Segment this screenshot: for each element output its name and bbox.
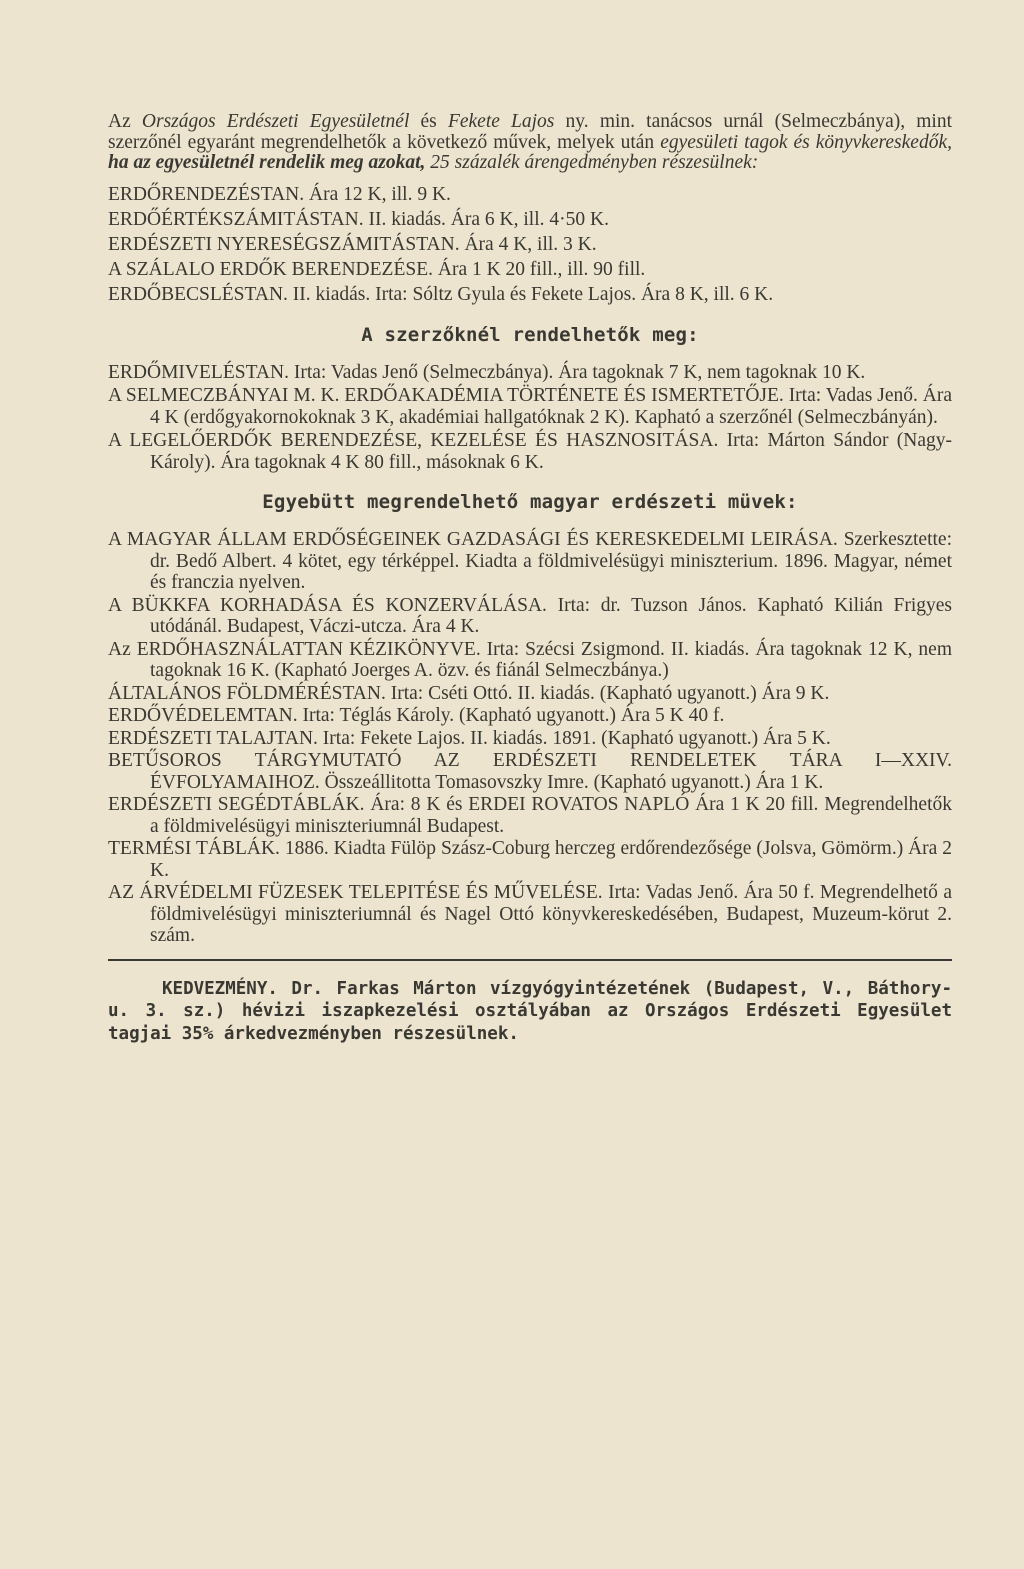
- book-list-elsewhere: [108, 529, 952, 947]
- intro-text-1: Az: [108, 111, 142, 132]
- list-item: ERDŐMIVELÉSTAN. Irta: Vadas Jenő (Selmeczbánya). Ára tagoknak 7 K, nem tagoknak 10 K.: [108, 361, 866, 383]
- section-heading-elsewhere: Egyebütt megrendelhető magyar erdészeti müvek:: [262, 491, 798, 513]
- list-item: Az ERDŐHASZNÁLATTAN KÉZIKÖNYVE. Irta: Szécsi Zsigmond. II. kiadás. Ára tagoknak 12 K, nem tagoknak 16 K. (Kapható Joerges A. özv. és fiánál Selmeczbánya.): [108, 638, 952, 681]
- intro-paragraph: [108, 112, 952, 174]
- divider-rule: [108, 959, 952, 961]
- list-item: ERDŐVÉDELEMTAN. Irta: Téglás Károly. (Kapható ugyanott.) Ára 5 K 40 f.: [108, 705, 725, 726]
- intro-condition-phrase: ha az egyesületnél rendelik meg azokat,: [108, 152, 426, 173]
- intro-author-name: Fekete Lajos: [447, 111, 555, 132]
- section-heading-authors: A szerzőknél rendelhetők meg:: [361, 323, 699, 346]
- list-item: A LEGELŐERDŐK BERENDEZÉSE, KEZELÉSE ÉS HASZNOSITÁSA. Irta: Márton Sándor (Nagy-Károly). Ára tagoknak 4 K 80 fill., másoknak 6 K.: [108, 430, 952, 473]
- list-item: ERDÉSZETI TALAJTAN. Irta: Fekete Lajos. II. kiadás. 1891. (Kapható ugyanott.) Ára 5 K.: [108, 727, 831, 749]
- list-item: ERDÉSZETI NYERESÉGSZÁMITÁSTAN. Ára 4 K, ill. 3 K.: [108, 233, 597, 255]
- discount-notice: KEDVEZMÉNY. Dr. Farkas Márton vízgyógyintézetének (Budapest, V., Báthory-u. 3. sz.) hévizi iszapkezelési osztályában az Országos Erdészeti Egyesület tagjai 35% árkedvezményben részesülnek.: [108, 978, 952, 1044]
- list-item: ERDŐÉRTÉKSZÁMITÁSTAN. II. kiadás. Ára 6 K, ill. 4·50 K.: [108, 208, 609, 230]
- list-item: AZ ÁRVÉDELMI FÜZESEK TELEPITÉSE ÉS MŰVELÉSE. Irta: Vadas Jenő. Ára 50 f. Megrendelhető a földmivelésügyi miniszteriumnál és Nagel Ottó könyvkereskedésében, Budapest, Muzeum-körut 2. szám.: [108, 882, 952, 946]
- list-item: ERDŐBECSLÉSTAN. II. kiadás. Irta: Sóltz Gyula és Fekete Lajos. Ára 8 K, ill. 6 K.: [108, 283, 774, 305]
- intro-society-name: Országos Erdészeti Egyesületnél: [141, 111, 410, 132]
- list-item: A SZÁLALO ERDŐK BERENDEZÉSE. Ára 1 K 20 fill., ill. 90 fill.: [108, 258, 646, 280]
- list-item: BETŰSOROS TÁRGYMUTATÓ AZ ERDÉSZETI RENDELETEK TÁRA I—XXIV. ÉVFOLYAMAIHOZ. Összeállitotta Tomasovszky Imre. (Kapható ugyanott.) Ára 1 K.: [108, 750, 952, 793]
- list-item: A SELMECZBÁNYAI M. K. ERDŐAKADÉMIA TÖRTÉNETE ÉS ISMERTETŐJE. Irta: Vadas Jenő. Ára 4 K (erdőgyakornokoknak 3 K, akadémiai hallgatóknak 2 K). Kapható a szerzőnél (Selmeczbányán).: [108, 385, 952, 428]
- list-item: A MAGYAR ÁLLAM ERDŐSÉGEINEK GAZDASÁGI ÉS KERESKEDELMI LEIRÁSA. Szerkesztette: dr. Bedő Albert. 4 kötet, egy térképpel. Kiadta a földmivelésügyi miniszterium. 1896. Magyar, német és franczia nyelven.: [108, 529, 952, 593]
- book-list-society: [108, 184, 952, 306]
- list-item: ÁLTALÁNOS FÖLDMÉRÉSTAN. Irta: Cséti Ottó. II. kiadás. (Kapható ugyanott.) Ára 9 K.: [108, 682, 830, 704]
- list-item: TERMÉSI TÁBLÁK. 1886. Kiadta Fülöp Szász-Coburg herczeg erdőrendezősége (Jolsva, Gömörm.) Ára 2 K.: [108, 838, 952, 881]
- list-item: A BÜKKFA KORHADÁSA ÉS KONZERVÁLÁSA. Irta: dr. Tuzson János. Kapható Kilián Frigyes utódánál. Budapest, Váczi-utcza. Ára 4 K.: [108, 594, 952, 637]
- list-item: ERDÉSZETI SEGÉDTÁBLÁK. Ára: 8 K és ERDEI ROVATOS NAPLÓ Ára 1 K 20 fill. Megrendelhetők a földmivelésügyi miniszteriumnál Budapest.: [108, 794, 952, 837]
- intro-members-phrase: egyesületi tagok és könyvkereskedők,: [660, 131, 952, 153]
- intro-text-3: és: [409, 111, 448, 132]
- book-list-authors: [108, 362, 952, 474]
- intro-discount-phrase: 25 százalék árengedményben részesülnek:: [425, 152, 759, 173]
- intro-text-5: ny. min. tanácsos urnál (Selmeczbánya), mint szerzőnél egyaránt megrendelhetők a következő művek, melyek után: [108, 111, 952, 153]
- list-item: ERDŐRENDEZÉSTAN. Ára 12 K, ill. 9 K.: [108, 183, 451, 205]
